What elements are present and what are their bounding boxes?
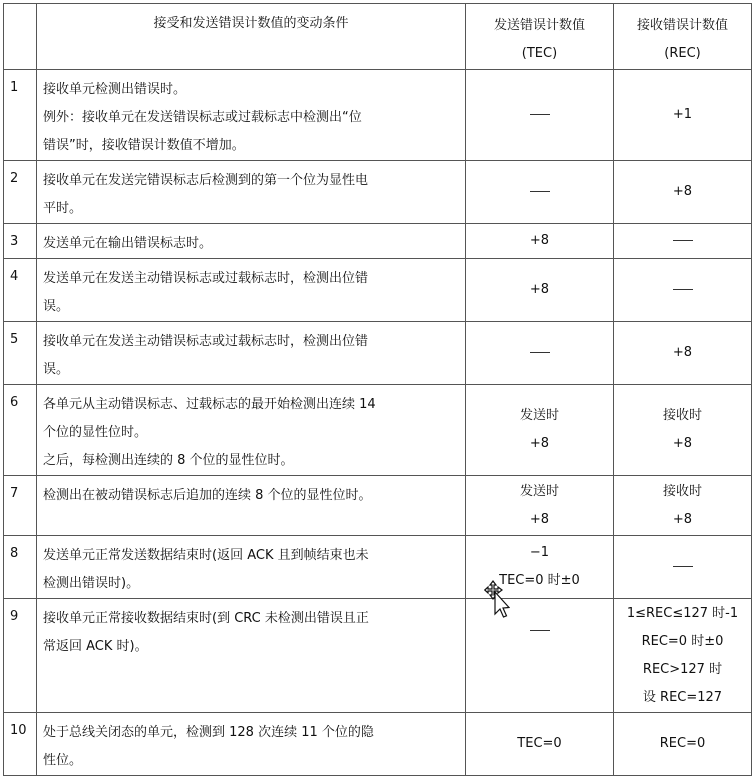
- row-rec-value: [614, 599, 752, 713]
- condition-line: 性位。: [43, 753, 83, 768]
- table-row: [4, 259, 752, 322]
- row-tec-value: [466, 70, 614, 161]
- rec-value-line: +1: [672, 107, 693, 122]
- error-counter-table: [3, 3, 752, 776]
- row-number: 10: [4, 713, 37, 776]
- header-rec: [614, 4, 752, 70]
- row-tec-value: [466, 385, 614, 476]
- row-number: 6: [4, 385, 37, 476]
- table-header-row: [4, 4, 752, 70]
- row-condition: [37, 322, 466, 385]
- table-row: [4, 161, 752, 224]
- row-number: 5: [4, 322, 37, 385]
- row-rec-value: [614, 224, 752, 259]
- row-tec-value: [466, 224, 614, 259]
- row-number: 2: [4, 161, 37, 224]
- condition-line: 平时。: [43, 201, 83, 216]
- row-rec-value: [614, 536, 752, 599]
- row-condition: [37, 713, 466, 776]
- tec-value-line: +8: [529, 282, 550, 297]
- condition-line: 各单元从主动错误标志、过载标志的最开始检测出连续 14: [43, 397, 376, 412]
- rec-value-line: +8: [672, 345, 693, 360]
- condition-line: 发送单元在输出错误标志时。: [43, 236, 213, 251]
- table-row: [4, 599, 752, 713]
- table-row: [4, 713, 752, 776]
- condition-line: 接收单元在发送主动错误标志或过载标志时，检测出位错: [43, 334, 369, 349]
- table-row: [4, 70, 752, 161]
- row-number: 7: [4, 476, 37, 536]
- row-condition: [37, 161, 466, 224]
- row-rec-value: [614, 70, 752, 161]
- row-rec-value: [614, 385, 752, 476]
- no-change-dash: [530, 114, 550, 115]
- rec-value-line: 接收时: [662, 408, 702, 423]
- row-condition: [37, 599, 466, 713]
- no-change-dash: [673, 566, 693, 567]
- row-tec-value: [466, 161, 614, 224]
- tec-value-line: +8: [529, 436, 550, 451]
- header-condition: 接受和发送错误计数值的变动条件: [37, 4, 466, 70]
- condition-line: 发送单元在发送主动错误标志或过载标志时，检测出位错: [43, 271, 369, 286]
- header-tec: [466, 4, 614, 70]
- row-number: 3: [4, 224, 37, 259]
- rec-value-line: 1≤REC≤127 时-1: [626, 605, 739, 621]
- tec-value-line: TEC=0: [517, 736, 562, 751]
- no-change-dash: [530, 630, 550, 631]
- table-row: [4, 322, 752, 385]
- condition-line: 接收单元在发送完错误标志后检测到的第一个位为显性电: [43, 173, 369, 188]
- condition-line: 个位的显性位时。: [43, 425, 148, 440]
- header-tec-abbr: (TEC): [521, 46, 558, 61]
- rec-value-line: +8: [672, 184, 693, 199]
- tec-value-line: 发送时: [519, 408, 559, 423]
- condition-line: 误。: [43, 299, 70, 314]
- row-rec-value: [614, 161, 752, 224]
- header-tec-title: 发送错误计数值: [493, 18, 585, 33]
- row-tec-value: [466, 713, 614, 776]
- move-cursor-icon: [484, 580, 510, 620]
- row-rec-value: [614, 322, 752, 385]
- row-rec-value: [614, 259, 752, 322]
- rec-value-line: REC=0 时±0: [641, 633, 724, 649]
- condition-line: 错误”时，接收错误计数值不增加。: [43, 138, 245, 153]
- table-row: [4, 536, 752, 599]
- rec-value-line: 设 REC=127: [642, 689, 723, 705]
- header-rec-abbr: (REC): [664, 46, 701, 61]
- tec-value-line: 发送时: [519, 483, 559, 499]
- row-number: 8: [4, 536, 37, 599]
- condition-line: 之后，每检测出连续的 8 个位的显性位时。: [43, 453, 294, 468]
- rec-value-line: REC=0: [659, 736, 706, 751]
- row-number: 9: [4, 599, 37, 713]
- condition-line: 误。: [43, 362, 70, 377]
- row-condition: [37, 536, 466, 599]
- tec-value-line: −1: [529, 545, 550, 560]
- tec-value-line: +8: [529, 511, 550, 527]
- rec-value-line: +8: [672, 436, 693, 451]
- condition-line: 处于总线关闭态的单元，检测到 128 次连续 11 个位的隐: [43, 725, 374, 740]
- no-change-dash: [673, 240, 693, 241]
- condition-line: 接收单元正常接收数据结束时(到 CRC 未检测出错误且正: [43, 611, 369, 626]
- rec-value-line: REC>127 时: [642, 661, 723, 677]
- no-change-dash: [673, 289, 693, 290]
- no-change-dash: [530, 191, 550, 192]
- rec-value-line: 接收时: [662, 483, 702, 499]
- row-tec-value: [466, 476, 614, 536]
- table-row: [4, 224, 752, 259]
- row-rec-value: [614, 476, 752, 536]
- row-rec-value: [614, 713, 752, 776]
- condition-line: 检测出在被动错误标志后追加的连续 8 个位的显性位时。: [43, 488, 372, 503]
- tec-value-line: TEC=0 时±0: [499, 573, 580, 588]
- row-condition: [37, 476, 466, 536]
- condition-line: 例外：接收单元在发送错误标志或过载标志中检测出“位: [43, 110, 362, 125]
- row-number: 4: [4, 259, 37, 322]
- row-condition: [37, 224, 466, 259]
- tec-value-line: +8: [529, 233, 550, 248]
- rec-value-line: +8: [672, 511, 693, 527]
- row-number: 1: [4, 70, 37, 161]
- condition-line: 检测出错误时)。: [43, 576, 140, 591]
- no-change-dash: [530, 352, 550, 353]
- row-condition: [37, 259, 466, 322]
- row-condition: [37, 70, 466, 161]
- condition-line: 发送单元正常发送数据结束时(返回 ACK 且到帧结束也未: [43, 548, 369, 563]
- row-tec-value: [466, 259, 614, 322]
- header-number: [4, 4, 37, 70]
- row-tec-value: [466, 322, 614, 385]
- row-condition: [37, 385, 466, 476]
- header-rec-title: 接收错误计数值: [636, 18, 728, 33]
- table-row: [4, 385, 752, 476]
- condition-line: 常返回 ACK 时)。: [43, 639, 148, 654]
- table-row: [4, 476, 752, 536]
- condition-line: 接收单元检测出错误时。: [43, 82, 187, 97]
